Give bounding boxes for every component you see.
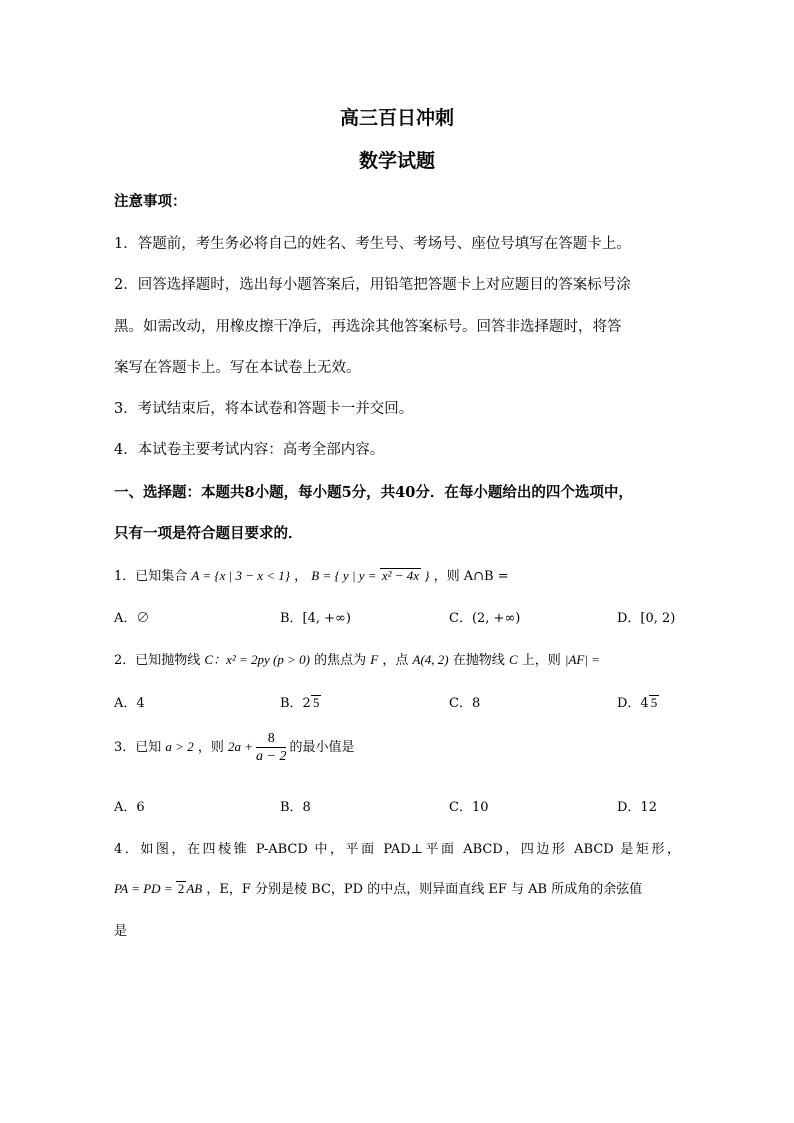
q3-option-d: D．12 <box>617 800 657 815</box>
q2-text-a: 2．已知抛物线 <box>114 653 201 668</box>
q2-point: A(4, 2) <box>412 652 449 667</box>
page-subtitle: 数学试题 <box>358 150 435 172</box>
q2-option-b: B．2 5 <box>280 695 320 711</box>
q1-option-d: D．[0, 2) <box>617 611 676 626</box>
q1-option-b: B．[4, +∞) <box>280 611 351 626</box>
notes-heading: 注意事项： <box>114 193 187 210</box>
note-2-line-3: 案写在答题卡上。写在本试卷上无效。 <box>114 360 361 376</box>
q2-option-a: A．4 <box>114 696 145 711</box>
question-2 <box>114 649 600 668</box>
q2-text-b: 的焦点为 <box>314 653 367 668</box>
q1-set-a: A = {x | 3 − x < 1} <box>191 568 290 583</box>
q3-text-a: 3．已知 <box>114 740 162 755</box>
q3-option-b: B．8 <box>280 800 311 815</box>
note-1: 1．答题前，考生务必将自己的姓名、考生号、考场号、座位号填写在答题卡上。 <box>114 236 631 252</box>
q1-suffix: ，则 A∩B = <box>433 569 509 584</box>
q1-prefix: 1．已知集合 <box>114 569 188 584</box>
note-2-line-1: 2．回答选择题时，选出每小题答案后，用铅笔把答题卡上对应题目的答案标号涂 <box>114 277 631 293</box>
q1-set-b-right: } <box>421 568 430 583</box>
section-heading-line-2: 只有一项是符合题目要求的． <box>114 525 303 542</box>
q2-curve: C <box>508 652 518 667</box>
q2-option-c: C．8 <box>449 696 481 711</box>
q2-focus: F <box>370 652 379 667</box>
question-1 <box>114 565 509 584</box>
q3-fraction-numerator: 8 <box>256 730 286 748</box>
q3-expression: 2a + <box>228 739 254 754</box>
question-4-line-3: 是 <box>114 924 128 939</box>
q2-text-d: 在抛物线 <box>452 653 505 668</box>
q3-option-a: A．6 <box>114 800 145 815</box>
q2-text-e: 上，则 <box>521 653 561 668</box>
question-4-line-2 <box>114 878 642 897</box>
q1-separator: ， <box>294 569 308 584</box>
q2-text-c: ，点 <box>382 653 409 668</box>
question-3 <box>114 730 355 765</box>
q3-fraction <box>256 730 286 765</box>
q3-fraction-denominator: a − 2 <box>256 749 287 764</box>
q1-option-a: A．∅ <box>114 611 150 626</box>
q3-option-c: C．10 <box>449 800 489 815</box>
question-4-line-1: 4．如图，在四棱锥 P-ABCD 中，平面 PAD⊥平面 ABCD，四边形 ABCD 是矩形， <box>114 842 680 857</box>
q4-equation-left: PA = PD = <box>114 881 176 896</box>
note-4: 4．本试卷主要考试内容：高考全部内容。 <box>114 442 385 458</box>
note-3: 3．考试结束后，将本试卷和答题卡一并交回。 <box>114 401 414 417</box>
note-2-line-2: 黑。如需改动，用橡皮擦干净后，再选涂其他答案标号。回答非选择题时，将答 <box>114 319 622 335</box>
q1-set-b-radicand: x² − 4x <box>381 568 420 583</box>
section-heading-line-1: 一、选择题：本题共8小题，每小题5分，共40分．在每小题给出的四个选项中， <box>114 484 633 501</box>
q3-text-c: 的最小值是 <box>289 740 355 755</box>
q1-set-b-left: B = { y | y = <box>311 568 380 583</box>
q3-text-b: ，则 <box>197 740 224 755</box>
q3-condition: a > 2 <box>165 739 194 754</box>
q1-option-c: C．(2, +∞) <box>449 611 521 626</box>
q4-segment: AB <box>186 881 203 896</box>
q4-radicand: 2 <box>177 881 185 896</box>
q2-parabola: C：x² = 2py (p > 0) <box>204 652 310 667</box>
q2-option-d: D．4 5 <box>617 695 658 711</box>
q4-text: ，E，F 分别是棱 BC，PD 的中点，则异面直线 EF 与 AB 所成角的余弦值 <box>206 882 643 897</box>
page-title: 高三百日冲刺 <box>339 107 454 129</box>
q2-distance: |AF| = <box>564 652 600 667</box>
